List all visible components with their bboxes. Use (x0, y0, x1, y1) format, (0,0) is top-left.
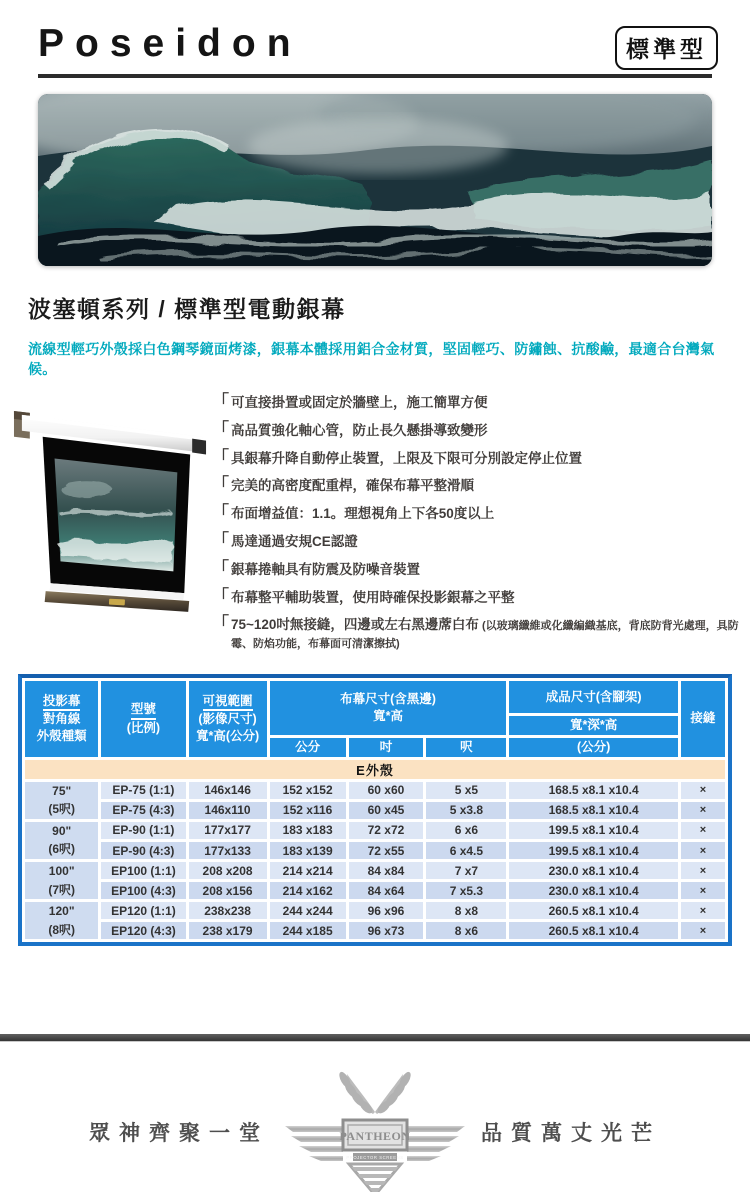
series-title: 波塞頓系列 / 標準型電動銀幕 (28, 295, 346, 322)
cell-model: EP100 (1:1) (101, 862, 185, 879)
header-unit-ft: 呎 (426, 738, 506, 757)
feature-item (212, 586, 744, 607)
feature-text: 布面增益值：1.1。理想視角上下各50度以上 (231, 506, 495, 522)
feature-text: 75~120吋無接縫，四邊或左右黑邊蓆白布 (以玻璃纖維或化纖編織基底，背底防背光處理，具防霉、防焰功能，布幕面可清潔擦拭) (231, 617, 739, 651)
feature-item (212, 447, 744, 468)
features-section (0, 391, 750, 652)
brand-title: Poseidon (38, 22, 302, 65)
cell-cm: 214 x162 (270, 882, 346, 899)
footer-slogan-left: 眾神齊聚一堂 (89, 1122, 269, 1146)
cell-model: EP120 (4:3) (101, 922, 185, 939)
cell-ft: 8 x6 (426, 922, 506, 939)
corner-bracket-mark: 「 (212, 558, 229, 578)
cell-inch: 60 x45 (349, 802, 424, 819)
cell-model: EP-75 (4:3) (101, 802, 185, 819)
spec-row (25, 882, 725, 899)
page-header (0, 0, 750, 65)
series-description: 流線型輕巧外殼採白色鋼琴鏡面烤漆，銀幕本體採用鋁合金材質，堅固輕巧、防鏽蝕、抗酸鹼，最適合台灣氣候。 (28, 340, 715, 377)
cell-cm: 152 x152 (270, 782, 346, 799)
feature-item (212, 533, 744, 551)
spec-table-wrap (18, 674, 732, 947)
feature-item (212, 558, 744, 579)
header-unit-cm: 公分 (270, 738, 346, 757)
cell-product: 230.0 x8.1 x10.4 (509, 862, 677, 879)
header-product-wdh: 寬*深*高 (509, 716, 677, 735)
cell-cm: 244 x244 (270, 902, 346, 919)
cell-model: EP-90 (4:3) (101, 842, 185, 859)
cell-seam: × (681, 782, 725, 799)
header-product-unit: (公分) (509, 738, 677, 757)
cell-model: EP120 (1:1) (101, 902, 185, 919)
cell-view: 208 x156 (189, 882, 267, 899)
spec-row (25, 842, 725, 859)
cell-cm: 183 x139 (270, 842, 346, 859)
product-photo (12, 394, 210, 616)
cell-view: 208 x208 (189, 862, 267, 879)
cell-inch: 84 x64 (349, 882, 424, 899)
corner-bracket-mark: 「 (212, 614, 229, 634)
cell-view: 238x238 (189, 902, 267, 919)
size-cell: 120" (8呎) (25, 902, 98, 939)
corner-bracket-mark: 「 (212, 503, 229, 523)
cell-ft: 5 x5 (426, 782, 506, 799)
cell-product: 230.0 x8.1 x10.4 (509, 882, 677, 899)
spec-table (22, 678, 728, 943)
size-cell: 90" (6呎) (25, 822, 98, 859)
cell-ft: 6 x4.5 (426, 842, 506, 859)
feature-item (212, 505, 744, 523)
spec-row (25, 922, 725, 939)
cell-product: 199.5 x8.1 x10.4 (509, 822, 677, 839)
header-viewable: 可視範圍 (影像尺寸) 寬*高(公分) (189, 681, 267, 757)
cell-inch: 96 x96 (349, 902, 424, 919)
cell-cm: 183 x183 (270, 822, 346, 839)
cell-model: EP-90 (1:1) (101, 822, 185, 839)
projection-screen-illustration (12, 394, 210, 616)
header-model: 型號 (比例) (101, 681, 185, 757)
shell-type-row (25, 760, 725, 779)
cell-ft: 5 x3.8 (426, 802, 506, 819)
cell-seam: × (681, 802, 725, 819)
cell-product: 260.5 x8.1 x10.4 (509, 922, 677, 939)
cell-seam: × (681, 822, 725, 839)
cell-inch: 96 x73 (349, 922, 424, 939)
ocean-banner-image (38, 94, 712, 266)
cell-inch: 60 x60 (349, 782, 424, 799)
cell-ft: 7 x7 (426, 862, 506, 879)
spec-row (25, 822, 725, 839)
corner-bracket-mark: 「 (212, 447, 229, 467)
shell-type-subheader: E外殼 (25, 760, 725, 779)
feature-text: 高品質強化軸心管，防止長久懸掛導致變形 (231, 422, 488, 438)
corner-bracket-mark: 「 (212, 475, 229, 495)
cell-seam: × (681, 902, 725, 919)
cell-product: 168.5 x8.1 x10.4 (509, 782, 677, 799)
cell-view: 238 x179 (189, 922, 267, 939)
corner-bracket-mark: 「 (212, 531, 229, 550)
cell-inch: 72 x55 (349, 842, 424, 859)
cell-model: EP-75 (1:1) (101, 782, 185, 799)
ocean-waves-illustration (38, 94, 712, 266)
cell-ft: 7 x5.3 (426, 882, 506, 899)
cell-inch: 84 x84 (349, 862, 424, 879)
cell-ft: 8 x8 (426, 902, 506, 919)
header-seam: 接縫 (681, 681, 725, 757)
feature-item (212, 391, 744, 412)
feature-item (212, 477, 744, 495)
cell-cm: 214 x214 (270, 862, 346, 879)
spec-row (25, 902, 725, 919)
spec-row (25, 802, 725, 819)
cell-view: 146x146 (189, 782, 267, 799)
cell-model: EP100 (4:3) (101, 882, 185, 899)
cell-seam: × (681, 882, 725, 899)
feature-text: 銀幕捲軸具有防震及防噪音裝置 (231, 561, 420, 577)
cell-product: 260.5 x8.1 x10.4 (509, 902, 677, 919)
footer-slogan-right: 品質萬丈光芒 (481, 1122, 661, 1146)
cell-cm: 244 x185 (270, 922, 346, 939)
spec-row (25, 782, 725, 799)
feature-list (212, 391, 744, 652)
cell-view: 177x177 (189, 822, 267, 839)
feature-text: 具銀幕升降自動停止裝置，上限及下限可分別設定停止位置 (231, 450, 582, 466)
cell-cm: 152 x116 (270, 802, 346, 819)
cell-view: 177x133 (189, 842, 267, 859)
cell-view: 146x110 (189, 802, 267, 819)
header-fabric-size: 布幕尺寸(含黑邊) 寬*高 (270, 681, 507, 735)
svg-text:PANTHEON: PANTHEON (339, 1129, 411, 1144)
feature-note: (以玻璃纖維或化纖編織基底，背底防背光處理，具防霉、防焰功能，布幕面可清潔擦拭) (231, 620, 739, 651)
pantheon-emblem-icon (285, 1068, 465, 1192)
feature-text: 馬達通過安規CE認證 (231, 534, 358, 549)
header-unit-inch: 吋 (349, 738, 424, 757)
cell-ft: 6 x6 (426, 822, 506, 839)
size-cell: 100" (7呎) (25, 862, 98, 899)
header-diagonal: 投影幕 對角線 外殼種類 (25, 681, 98, 757)
size-cell: 75" (5呎) (25, 782, 98, 819)
page-footer (0, 1034, 750, 1192)
feature-item (212, 419, 744, 440)
pantheon-logo (285, 1068, 465, 1192)
feature-text: 完美的高密度配重桿，確保布幕平整滑順 (231, 478, 474, 494)
cell-seam: × (681, 842, 725, 859)
cell-product: 168.5 x8.1 x10.4 (509, 802, 677, 819)
corner-bracket-mark: 「 (212, 391, 229, 411)
cell-seam: × (681, 922, 725, 939)
feature-text: 可直接掛置或固定於牆壁上，施工簡單方便 (231, 394, 488, 410)
cell-seam: × (681, 862, 725, 879)
corner-bracket-mark: 「 (212, 586, 229, 606)
cell-product: 199.5 x8.1 x10.4 (509, 842, 677, 859)
cell-inch: 72 x72 (349, 822, 424, 839)
header-product-size: 成品尺寸(含腳架) (509, 681, 677, 713)
header-rule (38, 74, 712, 78)
spec-row (25, 862, 725, 879)
feature-text: 布幕整平輔助裝置，使用時確保投影銀幕之平整 (231, 589, 515, 605)
type-badge: 標準型 (615, 26, 718, 70)
svg-text:PROJECTOR SCREENS: PROJECTOR SCREENS (346, 1155, 404, 1161)
corner-bracket-mark: 「 (212, 419, 229, 439)
footer-divider (0, 1034, 750, 1042)
feature-item (212, 616, 744, 652)
